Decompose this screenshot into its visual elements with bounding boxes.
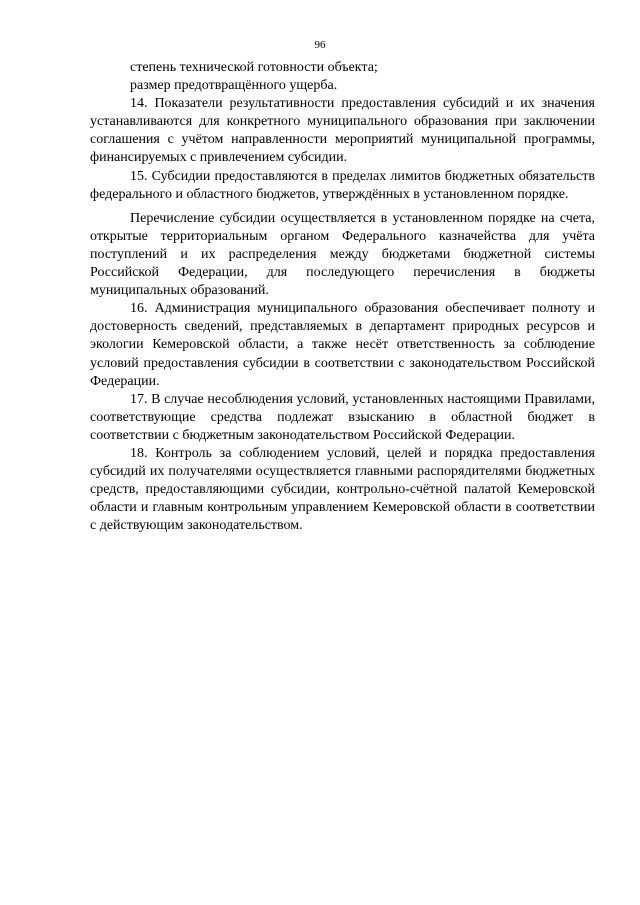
document-body [90, 59, 595, 535]
paragraph-readiness-degree: степень технической готовности объекта; [130, 60, 378, 75]
paragraph-prevented-damage: размер предотвращённого ущерба. [130, 78, 338, 94]
paragraph-item-15: 15. Субсидии предоставляются в пределах лимитов бюджетных обязательств федерального и областного бюджетов, утверждённых в установленном порядке. [90, 168, 595, 202]
paragraph-item-16: 16. Администрация муниципального образования обеспечивает полноту и достоверность сведений, представляемых в департамент природных ресурсов и экологии Кемеровской области, а также несёт ответственность за соблюдение условий предоставления субсидии в соответствии с законодательством Российской Федерации. [90, 301, 595, 389]
paragraph-item-14: 14. Показатели результативности предоставления субсидий и их значения устанавливаются для конкретного муниципального образования при заключении соглашения с учётом направленности мероприятий муниципальной программы, финансируемых с привлечением субсидии. [90, 96, 595, 166]
paragraph-item-18: 18. Контроль за соблюдением условий, целей и порядка предоставления субсидий их получателями осуществляется главными распорядителями бюджетных средств, предоставляющими субсидии, контрольно-счётной палатой Кемеровской области и главным контрольным управлением Кемеровской области в соответствии с действующим законодательством. [90, 445, 595, 534]
page-number: 96 [314, 39, 326, 51]
paragraph-transfer-of-subsidy: Перечисление субсидии осуществляется в установленном порядке на счета, открытые территориальным органом Федерального казначейства для учёта поступлений и их распределения между бюджетами бюджетной системы Российской Федерации, для последующего перечисления в бюджеты муниципальных образований. [90, 210, 595, 299]
paragraph-item-17: 17. В случае несоблюдения условий, установленных настоящими Правилами, соответствующие средства подлежат взысканию в областной бюджет в соответствии с бюджетным законодательством Российской Федерации. [90, 391, 595, 443]
